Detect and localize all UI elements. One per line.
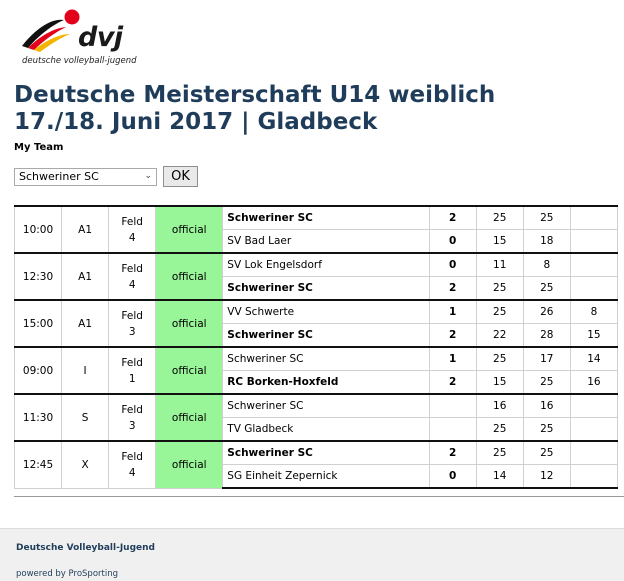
match-row-home (15, 347, 618, 371)
match-field: Feld 3 (109, 300, 156, 347)
match-row-home (15, 253, 618, 277)
match-row-home (15, 394, 618, 418)
match-row-home (15, 300, 618, 324)
match-time: 12:45 (15, 441, 62, 488)
set-2-points: 16 (523, 394, 570, 418)
set-3-points (570, 230, 617, 254)
team-name[interactable]: VV Schwerte (223, 300, 429, 324)
set-3-points (570, 465, 617, 489)
team-select[interactable] (14, 168, 157, 186)
match-field: Feld 4 (109, 206, 156, 253)
team-name[interactable]: TV Gladbeck (223, 418, 429, 442)
footer (0, 528, 624, 581)
set-3-points (570, 206, 617, 230)
match-group: A1 (62, 253, 109, 300)
match-status: official (156, 347, 223, 394)
set-2-points: 18 (523, 230, 570, 254)
set-1-points: 15 (476, 230, 523, 254)
match-group: X (62, 441, 109, 488)
sets-won: 1 (429, 347, 476, 371)
set-1-points: 25 (476, 206, 523, 230)
match-group: A1 (62, 206, 109, 253)
logo-wordmark: dvj (78, 22, 123, 53)
divider (14, 496, 624, 497)
logo-subtitle: deutsche volleyball-jugend (22, 56, 137, 66)
match-time: 10:00 (15, 206, 62, 253)
footer-powered-by[interactable]: powered by ProSporting (16, 569, 118, 579)
match-table (14, 205, 618, 489)
set-3-points: 8 (570, 300, 617, 324)
my-team-label: My Team (14, 142, 64, 153)
match-row-home (15, 441, 618, 465)
set-3-points (570, 441, 617, 465)
page-title (14, 82, 495, 136)
chevron-down-icon: ⌄ (144, 171, 152, 181)
set-2-points: 25 (523, 418, 570, 442)
sets-won (429, 418, 476, 442)
team-name[interactable]: SG Einheit Zepernick (223, 465, 429, 489)
set-1-points: 11 (476, 253, 523, 277)
set-1-points: 16 (476, 394, 523, 418)
set-1-points: 14 (476, 465, 523, 489)
set-3-points (570, 253, 617, 277)
match-time: 15:00 (15, 300, 62, 347)
set-3-points: 15 (570, 324, 617, 348)
team-name[interactable]: RC Borken-Hoxfeld (223, 371, 429, 395)
ok-button[interactable]: OK (163, 166, 198, 187)
page-title-line2: 17./18. Juni 2017 | Gladbeck (14, 109, 378, 135)
set-3-points: 14 (570, 347, 617, 371)
match-status: official (156, 206, 223, 253)
page-title-line1: Deutsche Meisterschaft U14 weiblich (14, 82, 496, 108)
set-3-points (570, 418, 617, 442)
set-2-points: 8 (523, 253, 570, 277)
team-name[interactable]: Schweriner SC (223, 324, 429, 348)
set-1-points: 25 (476, 418, 523, 442)
sets-won: 2 (429, 441, 476, 465)
sets-won: 2 (429, 371, 476, 395)
set-1-points: 22 (476, 324, 523, 348)
match-status: official (156, 253, 223, 300)
set-1-points: 25 (476, 347, 523, 371)
team-name[interactable]: Schweriner SC (223, 394, 429, 418)
team-name[interactable]: SV Lok Engelsdorf (223, 253, 429, 277)
sets-won (429, 394, 476, 418)
set-2-points: 25 (523, 206, 570, 230)
set-2-points: 17 (523, 347, 570, 371)
match-status: official (156, 441, 223, 488)
sets-won: 2 (429, 324, 476, 348)
set-1-points: 25 (476, 300, 523, 324)
match-time: 09:00 (15, 347, 62, 394)
sets-won: 0 (429, 253, 476, 277)
set-1-points: 15 (476, 371, 523, 395)
team-name[interactable]: Schweriner SC (223, 206, 429, 230)
sets-won: 1 (429, 300, 476, 324)
match-field: Feld 1 (109, 347, 156, 394)
match-time: 11:30 (15, 394, 62, 441)
set-2-points: 25 (523, 277, 570, 301)
match-group: A1 (62, 300, 109, 347)
set-2-points: 12 (523, 465, 570, 489)
set-2-points: 25 (523, 441, 570, 465)
match-group: S (62, 394, 109, 441)
set-1-points: 25 (476, 277, 523, 301)
team-name[interactable]: Schweriner SC (223, 347, 429, 371)
match-field: Feld 3 (109, 394, 156, 441)
set-2-points: 26 (523, 300, 570, 324)
set-2-points: 28 (523, 324, 570, 348)
sets-won: 0 (429, 465, 476, 489)
set-3-points: 16 (570, 371, 617, 395)
match-time: 12:30 (15, 253, 62, 300)
sets-won: 2 (429, 277, 476, 301)
sets-won: 0 (429, 230, 476, 254)
set-1-points: 25 (476, 441, 523, 465)
match-field: Feld 4 (109, 253, 156, 300)
team-name[interactable]: SV Bad Laer (223, 230, 429, 254)
team-name[interactable]: Schweriner SC (223, 441, 429, 465)
team-name[interactable]: Schweriner SC (223, 277, 429, 301)
team-select-value: Schweriner SC (19, 170, 99, 183)
set-3-points (570, 277, 617, 301)
match-status: official (156, 394, 223, 441)
set-2-points: 25 (523, 371, 570, 395)
match-field: Feld 4 (109, 441, 156, 488)
match-status: official (156, 300, 223, 347)
sets-won: 2 (429, 206, 476, 230)
match-row-home (15, 206, 618, 230)
set-3-points (570, 394, 617, 418)
match-group: I (62, 347, 109, 394)
footer-organization: Deutsche Volleyball-Jugend (16, 543, 155, 553)
